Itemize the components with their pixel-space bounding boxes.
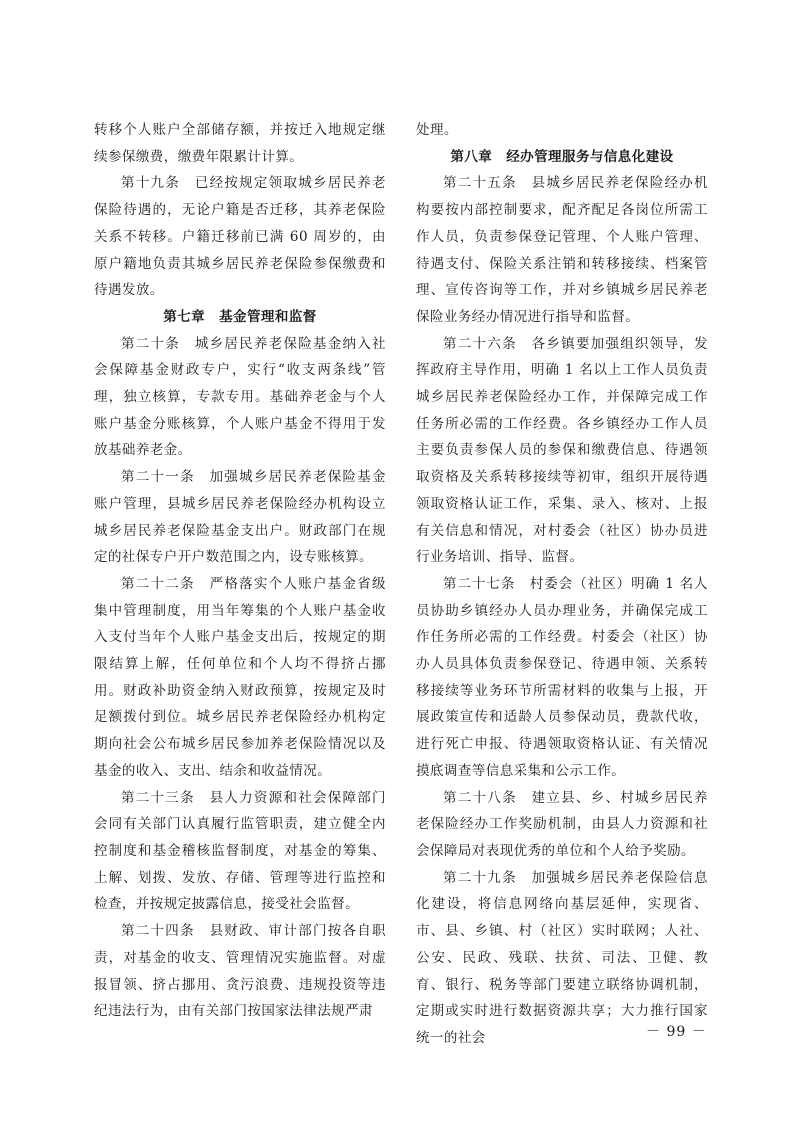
article-20: 第二十条 城乡居民养老保险基金纳入社会保障基金财政专户，实行“收支两条线”管理，独立核算，专款专用。基础养老金与个人账户基金分账核算，个人账户基金不得用于发放基础养老金。 (94, 335, 386, 459)
article-22: 第二十二条 严格落实个人账户基金省级集中管理制度，用当年筹集的个人账户基金收入支付当年个人账户基金支出后，按规定的期限结算上解，任何单位和个人均不得挤占挪用。财政补助资金纳入财政预算，按规定及时足额拨付到位。城乡居民养老保险经办机构定期向社会公布城乡居民参加养老保险情况以及基金的收入、支出、结余和收益情况。 (94, 575, 386, 779)
article-21: 第二十一条 加强城乡居民养老保险基金账户管理，县城乡居民养老保险经办机构设立城乡居民养老保险基金支出户。财政部门在规定的社保专户开户数范围之内，设专账核算。 (94, 469, 386, 566)
article-27: 第二十七条 村委会（社区）明确 1 名人员协助乡镇经办人员办理业务，并确保完成工作任务所必需的工作经费。村委会（社区）协办人员具体负责参保登记、待遇申领、关系转移接续等业务环节所需材料的收集与上报，开展政策宣传和适龄人员参保动员，费款代收，进行死亡申报、待遇领取资格认证、有关情况摸底调查等信息采集和公示工作。 (416, 575, 708, 779)
left-column (94, 117, 386, 1025)
article-29: 第二十九条 加强城乡居民养老保险信息化建设，将信息网络向基层延伸，实现省、市、县、乡镇、村（社区）实时联网；人社、公安、民政、残联、扶贫、司法、卫健、教育、银行、税务等部门要建立联络协调机制，定期或实时进行数据资源共享；大力推行国家统一的社会 (416, 869, 708, 1046)
article-19: 第十九条 已经按规定领取城乡居民养老保险待遇的，无论户籍是否迁移，其养老保险关系不转移。户籍迁移前已满 60 周岁的，由原户籍地负责其城乡居民养老保险参保缴费和待遇发放。 (94, 175, 386, 299)
article-24: 第二十四条 县财政、审计部门按各自职责，对基金的收支、管理情况实施监督。对虚报冒领、挤占挪用、贪污浪费、违规投资等违纪违法行为，由有关部门按国家法律法规严肃 (94, 923, 386, 1020)
article-28: 第二十八条 建立县、乡、村城乡居民养老保险经办工作奖励机制，由县人力资源和社会保障局对表现优秀的单位和个人给予奖励。 (416, 789, 708, 859)
chapter-8-heading: 第八章 经办管理服务与信息化建设 (450, 148, 674, 165)
page-number: － 99 － (646, 1024, 707, 1040)
chapter-7-heading: 第七章 基金管理和监督 (163, 308, 317, 325)
paragraph-continuation: 处理。 (416, 122, 458, 138)
right-column (416, 117, 708, 1052)
paragraph-continuation: 转移个人账户全部储存额，并按迁入地规定继续参保缴费，缴费年限累计计算。 (94, 122, 386, 165)
article-26: 第二十六条 各乡镇要加强组织领导，发挥政府主导作用，明确 1 名以上工作人员负责城乡居民养老保险经办工作，并保障完成工作任务所必需的工作经费。各乡镇经办工作人员主要负责参保人员的参保和缴费信息、待遇领取资格及关系转移接续等初审，组织开展待遇领取资格认证工作，采集、录入、核对、上报有关信息和情况，对村委会（社区）协办员进行业务培训、指导、监督。 (416, 335, 708, 566)
article-23: 第二十三条 县人力资源和社会保障部门会同有关部门认真履行监管职责，建立健全内控制度和基金稽核监督制度，对基金的筹集、上解、划拨、发放、存储、管理等进行监控和检查，并按规定披露信息，接受社会监督。 (94, 789, 386, 913)
article-25: 第二十五条 县城乡居民养老保险经办机构要按内部控制要求，配齐配足各岗位所需工作人员，负责参保登记管理、个人账户管理、待遇支付、保险关系注销和转移接续、档案管理、宣传咨询等工作，并对乡镇城乡居民养老保险业务经办情况进行指导和监督。 (416, 175, 708, 325)
